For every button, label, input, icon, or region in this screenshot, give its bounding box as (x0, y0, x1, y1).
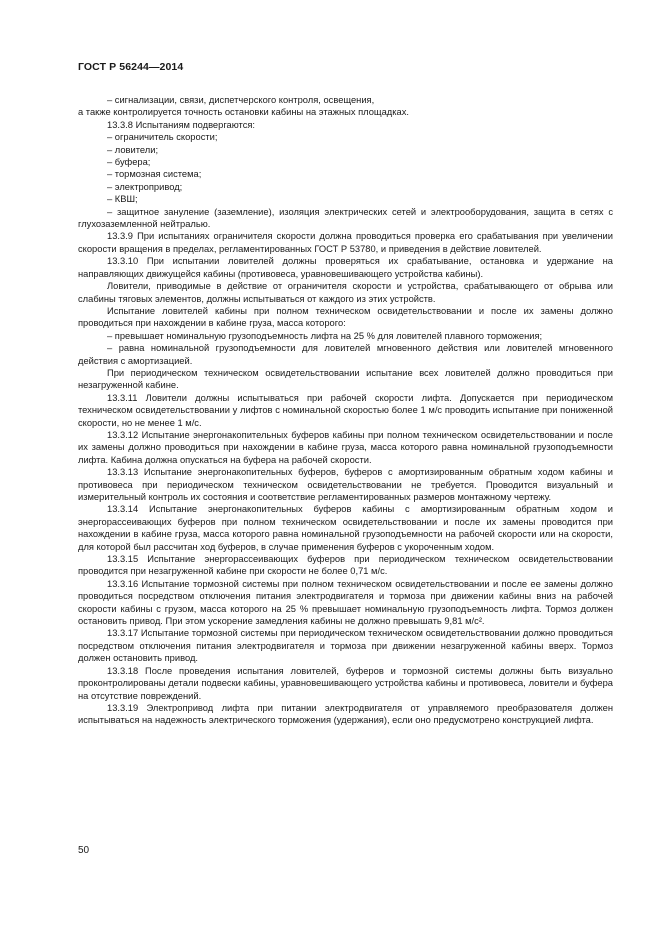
paragraph: 13.3.9 При испытаниях ограничителя скорости должна проводиться проверка его срабатывания при увеличении скорости вращения в пределах, регламентированных ГОСТ Р 53780, и приведения в действие ловителей. (78, 231, 613, 254)
paragraph: 13.3.11 Ловители должны испытываться при рабочей скорости лифта. Допускается при периодическом техническом освидетельствовании у лифтов с номинальной скоростью более 1 м/с проводить испытание при пониженной скорости, но не менее 1 м/с. (78, 392, 613, 428)
list-item: – ловители; (107, 144, 159, 155)
paragraph: Ловители, приводимые в действие от ограничителя скорости и устройства, срабатывающего от обрыва или слабины тяговых элементов, должны испытываться от каждого из этих устройств. (78, 281, 613, 304)
paragraph: Испытание ловителей кабины при полном техническом освидетельствовании и после их замены должно проводиться при нахождении в кабине груза, масса которого: (78, 305, 613, 329)
paragraph: 13.3.19 Электропривод лифта при питании электродвигателя от управляемого преобразователя должен испытываться на надежность электрического торможения (удержания), если оно предусмотрено конструкцией лифта. (78, 702, 613, 726)
paragraph: 13.3.18 После проведения испытания ловителей, буферов и тормозной системы должны быть визуально проконтролированы детали подвески кабины, уравновешивающего устройства кабины и противовеса, ловители и буфера на отсутствие повреждений. (78, 665, 613, 701)
paragraph: 13.3.14 Испытание энергонакопительных буферов кабины с амортизированным обратным ходом и энергорассеивающих буферов при полном техническом освидетельствовании и после их замены проводится при нахождении в кабине груза, масса которого равна номинальной грузоподъемности на рабочей скорости или на скорости, для которой был рассчитан ход буферов, в случае применения буферов с укороченным ходом. (78, 504, 613, 552)
document-body (78, 94, 613, 727)
paragraph: 13.3.13 Испытание энергонакопительных буферов, буферов с амортизированным обратным ходом кабины и противовеса при периодическом техническом освидетельствовании не требуется. Проводится визуальный и измерительный контроль их состояния и соответствие регламентированных размеров монтажному чертежу. (78, 467, 613, 502)
list-item: – буфера; (107, 157, 151, 168)
paragraph: 13.3.10 При испытании ловителей должны проверяться их срабатывание, остановка и удержание на направляющих движущейся кабины (противовеса, уравновешивающего устройства кабины). (78, 256, 613, 279)
list-item: – защитное зануление (заземление), изоляция электрических сетей и электрооборудования, защита в сетях с глухозаземленной нейтралью. (78, 206, 613, 230)
list-item: – КВШ; (107, 194, 138, 205)
page-number: 50 (78, 845, 90, 856)
paragraph: 13.3.8 Испытаниям подвергаются: (107, 119, 256, 130)
paragraph: 13.3.17 Испытание тормозной системы при периодическом техническом освидетельствовании должно проводиться посредством отключения питания электродвигателя и тормоза при движении незагруженной кабины вверх. Тормоз должен остановить привод. (78, 628, 613, 664)
list-item: – тормозная система; (107, 169, 202, 180)
paragraph: При периодическом техническом освидетельствовании испытание всех ловителей должно проводиться при незагруженной кабине. (78, 367, 613, 391)
document-header: ГОСТ Р 56244—2014 (78, 61, 184, 73)
paragraph: 13.3.16 Испытание тормозной системы при полном техническом освидетельствовании и после ее замены должно проводиться посредством отключения питания электродвигателя и тормоза при движении кабины вниз на рабочей скорости кабины с грузом, масса которого на 25 % превышает номинальную грузоподъемность лифта. Тормоз должен остановить привод. При этом ускорение замедления кабины не должно превышать 9,81 м/с². (78, 578, 613, 627)
paragraph: 13.3.15 Испытание энергорассеивающих буферов при периодическом техническом освидетельствовании проводится при незагруженной кабине при скорости не более 0,71 м/с. (78, 554, 613, 577)
paragraph: 13.3.12 Испытание энергонакопительных буферов кабины при полном техническом освидетельствовании и после их замены должно проводиться при нахождении в кабине груза, масса которого равна номинальной грузоподъемности лифта. Кабина должна опускаться на буфера на рабочей скорости. (78, 429, 613, 465)
paragraph: а также контролируется точность остановки кабины на этажных площадках. (78, 107, 410, 118)
list-item: – ограничитель скорости; (107, 132, 218, 143)
list-item: – сигнализации, связи, диспетчерского контроля, освещения, (107, 95, 375, 105)
list-item: – электропривод; (107, 181, 183, 192)
list-item: – превышает номинальную грузоподъемность лифта на 25 % для ловителей плавного торможения; (107, 330, 543, 341)
list-item: – равна номинальной грузоподъемности для ловителей мгновенного действия или ловителей мгновенного действия с амортизацией. (78, 343, 613, 366)
